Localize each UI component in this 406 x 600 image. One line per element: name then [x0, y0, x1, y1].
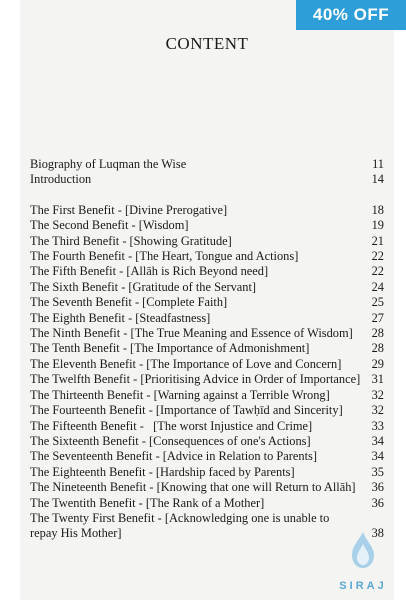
toc-entry: [30, 388, 384, 403]
toc-entry-label: The Seventeenth Benefit - [Advice in Relation to Parents]: [30, 449, 317, 464]
toc-entry-label: The Eleventh Benefit - [The Importance of Love and Concern]: [30, 356, 342, 371]
watermark-text: SIRAJ: [339, 580, 387, 592]
toc-entry-page: 14: [371, 172, 384, 187]
toc-entry-label: The Fifth Benefit - [Allāh is Rich Beyond need]: [30, 264, 269, 279]
page-title: CONTENT: [165, 34, 249, 53]
toc-entry-label: Introduction: [30, 172, 92, 187]
toc-entry-label: The Tenth Benefit - [The Importance of Admonishment]: [30, 341, 310, 356]
toc-entry: [30, 372, 384, 387]
toc-entry: [30, 218, 384, 233]
toc-entry: [30, 465, 384, 480]
toc-entry-label: The Eighth Benefit - [Steadfastness]: [30, 310, 211, 325]
toc-entry-page: 31: [371, 372, 384, 387]
toc-entry-label: The Twelfth Benefit - [Prioritising Advice in Order of Importance]: [30, 372, 361, 387]
toc-entry-page: 25: [371, 295, 384, 310]
toc-entry: [30, 234, 384, 249]
toc-entry-label: The Twentith Benefit - [The Rank of a Mother]: [30, 495, 265, 510]
toc-entry-label: The Third Benefit - [Showing Gratitude]: [30, 233, 232, 248]
toc-entry: [30, 172, 384, 187]
toc-entry-page: 19: [371, 218, 384, 233]
toc-entry-label: The Fourteenth Benefit - [Importance of Tawḥīd and Sincerity]: [30, 403, 343, 418]
toc-entry: [30, 326, 384, 341]
toc-entry: [30, 403, 384, 418]
toc-entry-label: Biography of Luqman the Wise: [30, 157, 187, 171]
toc-entry: [30, 480, 384, 495]
toc-entry-page: 28: [371, 341, 384, 356]
siraj-watermark: [328, 530, 398, 592]
toc-entry: [30, 157, 384, 172]
toc-entry: [30, 419, 384, 434]
toc-entry-label: The Fifteenth Benefit - [The worst Injustice and Crime]: [30, 418, 313, 433]
toc-entry-page: 36: [371, 480, 384, 495]
toc-entry: [30, 280, 384, 295]
toc-entry-label: The Sixteenth Benefit - [Consequences of one's Actions]: [30, 433, 311, 448]
toc-entry-label: The Seventh Benefit - [Complete Faith]: [30, 295, 228, 310]
toc-entry-label: The Second Benefit - [Wisdom]: [30, 218, 189, 233]
toc-entry-page: 21: [371, 233, 384, 248]
discount-badge: 40% OFF: [296, 0, 406, 30]
toc-entry: [30, 496, 384, 511]
toc-entry-page: 32: [371, 403, 384, 418]
toc-entry-page: 32: [371, 387, 384, 402]
toc-entry-label: The Fourth Benefit - [The Heart, Tongue and Actions]: [30, 249, 299, 264]
toc-entry-label: The Ninth Benefit - [The True Meaning and Essence of Wisdom]: [30, 326, 353, 341]
toc-entry: [30, 449, 384, 464]
toc-entry-label: The Twenty First Benefit - [Acknowledging one is unable to repay His Mother]: [30, 510, 330, 541]
toc-entry: [30, 249, 384, 264]
toc-entry-page: 38: [371, 526, 384, 541]
toc-entry-page: 11: [372, 157, 384, 171]
toc-entry-label: The Eighteenth Benefit - [Hardship faced by Parents]: [30, 464, 295, 479]
toc-entry-page: 36: [371, 495, 384, 510]
toc-entry-label: The Sixth Benefit - [Gratitude of the Servant]: [30, 279, 257, 294]
toc-entry-page: 29: [371, 356, 384, 371]
toc-entry-label: The First Benefit - [Divine Prerogative]: [30, 202, 228, 217]
toc-entry: [30, 295, 384, 310]
toc-entry-page: 34: [371, 449, 384, 464]
toc-entry-page: 24: [371, 279, 384, 294]
toc-entry-label: The Thirteenth Benefit - [Warning against a Terrible Wrong]: [30, 387, 330, 402]
toc-entry-page: 33: [371, 418, 384, 433]
toc-entry-page: 22: [371, 264, 384, 279]
toc-entry-page: 35: [371, 464, 384, 479]
toc-entry: [30, 203, 384, 218]
toc-entry: [30, 264, 384, 279]
toc-entry-page: 18: [371, 202, 384, 217]
toc-entry-label: The Nineteenth Benefit - [Knowing that one will Return to Allāh]: [30, 480, 356, 495]
flame-drop-icon: [348, 530, 378, 570]
toc-entry-page: 27: [371, 310, 384, 325]
toc-entry-page: 28: [371, 326, 384, 341]
book-page: [20, 0, 394, 600]
toc-entry: [30, 311, 384, 326]
contents-list: [30, 157, 384, 542]
toc-entry: [30, 341, 384, 356]
toc-entry-page: 34: [371, 433, 384, 448]
toc-entry: [30, 357, 384, 372]
toc-entry: [30, 434, 384, 449]
toc-entry-page: 22: [371, 249, 384, 264]
